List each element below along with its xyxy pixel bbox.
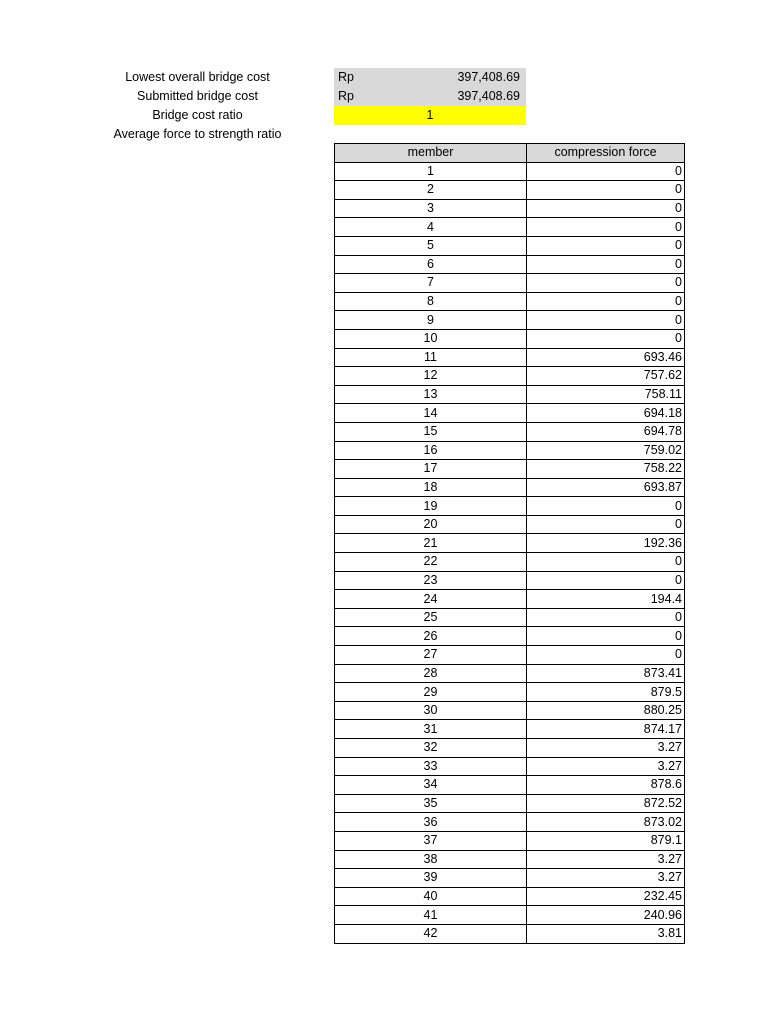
compression-force-cell[interactable]: 0: [527, 497, 685, 516]
compression-force-cell[interactable]: 0: [527, 515, 685, 534]
member-number-cell[interactable]: 18: [335, 478, 527, 497]
compression-force-cell[interactable]: 232.45: [527, 887, 685, 906]
compression-force-cell[interactable]: 873.02: [527, 813, 685, 832]
member-number-cell[interactable]: 39: [335, 869, 527, 888]
member-number-cell[interactable]: 34: [335, 776, 527, 795]
table-row: [335, 924, 685, 943]
member-number-cell[interactable]: 7: [335, 274, 527, 293]
table-row: [335, 831, 685, 850]
member-number-cell[interactable]: 31: [335, 720, 527, 739]
table-row: [335, 683, 685, 702]
member-number-cell[interactable]: 11: [335, 348, 527, 367]
member-number-cell[interactable]: 37: [335, 831, 527, 850]
table-header-row: [335, 144, 685, 163]
member-number-cell[interactable]: 17: [335, 460, 527, 479]
lowest-cost-label: Lowest overall bridge cost: [125, 70, 270, 84]
compression-force-cell[interactable]: 0: [527, 608, 685, 627]
submitted-cost-value: 397,408.69: [457, 89, 520, 103]
member-number-cell[interactable]: 15: [335, 422, 527, 441]
compression-force-cell[interactable]: 0: [527, 236, 685, 255]
table-row: [335, 571, 685, 590]
compression-force-cell[interactable]: 0: [527, 292, 685, 311]
member-number-cell[interactable]: 32: [335, 739, 527, 758]
member-number-cell[interactable]: 42: [335, 924, 527, 943]
member-number-cell[interactable]: 35: [335, 794, 527, 813]
table-row: [335, 181, 685, 200]
table-row: [335, 274, 685, 293]
member-number-cell[interactable]: 1: [335, 162, 527, 181]
compression-force-cell[interactable]: 0: [527, 181, 685, 200]
compression-force-cell[interactable]: 873.41: [527, 664, 685, 683]
table-row: [335, 497, 685, 516]
compression-force-cell[interactable]: 3.27: [527, 850, 685, 869]
lowest-cost-cell[interactable]: [334, 68, 526, 87]
table-row: [335, 422, 685, 441]
table-body: [335, 162, 685, 943]
compression-force-cell[interactable]: 0: [527, 218, 685, 237]
member-number-cell[interactable]: 41: [335, 906, 527, 925]
member-number-cell[interactable]: 28: [335, 664, 527, 683]
member-number-cell[interactable]: 3: [335, 199, 527, 218]
table-row: [335, 348, 685, 367]
member-number-cell[interactable]: 2: [335, 181, 527, 200]
table-row: [335, 515, 685, 534]
header-member[interactable]: member: [335, 144, 527, 163]
submitted-cost-cell[interactable]: [334, 87, 526, 106]
member-number-cell[interactable]: 4: [335, 218, 527, 237]
table-row: [335, 869, 685, 888]
compression-force-cell[interactable]: 758.11: [527, 385, 685, 404]
compression-force-cell[interactable]: 758.22: [527, 460, 685, 479]
compression-force-cell[interactable]: 0: [527, 311, 685, 330]
table-row: [335, 776, 685, 795]
compression-force-cell[interactable]: 874.17: [527, 720, 685, 739]
member-number-cell[interactable]: 8: [335, 292, 527, 311]
member-number-cell[interactable]: 14: [335, 404, 527, 423]
compression-force-table: [334, 143, 685, 944]
compression-force-cell[interactable]: 693.46: [527, 348, 685, 367]
table-row: [335, 553, 685, 572]
compression-force-cell[interactable]: 0: [527, 274, 685, 293]
member-number-cell[interactable]: 23: [335, 571, 527, 590]
lowest-cost-currency: Rp: [338, 70, 354, 84]
member-number-cell[interactable]: 25: [335, 608, 527, 627]
table-row: [335, 199, 685, 218]
compression-force-cell[interactable]: 3.27: [527, 739, 685, 758]
lowest-cost-value: 397,408.69: [457, 70, 520, 84]
compression-force-cell[interactable]: 693.87: [527, 478, 685, 497]
table-row: [335, 385, 685, 404]
compression-force-cell[interactable]: 3.27: [527, 869, 685, 888]
table-row: [335, 701, 685, 720]
compression-force-cell[interactable]: 3.27: [527, 757, 685, 776]
member-number-cell[interactable]: 27: [335, 646, 527, 665]
compression-force-cell[interactable]: 0: [527, 571, 685, 590]
table-row: [335, 367, 685, 386]
member-number-cell[interactable]: 10: [335, 329, 527, 348]
member-number-cell[interactable]: 5: [335, 236, 527, 255]
member-number-cell[interactable]: 26: [335, 627, 527, 646]
member-number-cell[interactable]: 36: [335, 813, 527, 832]
table-row: [335, 627, 685, 646]
member-number-cell[interactable]: 30: [335, 701, 527, 720]
member-number-cell[interactable]: 40: [335, 887, 527, 906]
member-number-cell[interactable]: 13: [335, 385, 527, 404]
member-number-cell[interactable]: 19: [335, 497, 527, 516]
compression-force-cell[interactable]: 880.25: [527, 701, 685, 720]
cost-ratio-label: Bridge cost ratio: [152, 108, 243, 122]
compression-force-cell[interactable]: 0: [527, 627, 685, 646]
table-row: [335, 887, 685, 906]
table-row: [335, 664, 685, 683]
compression-force-cell[interactable]: 0: [527, 553, 685, 572]
table-row: [335, 236, 685, 255]
table-row: [335, 794, 685, 813]
compression-force-cell[interactable]: 879.1: [527, 831, 685, 850]
compression-force-cell[interactable]: 694.18: [527, 404, 685, 423]
member-number-cell[interactable]: 6: [335, 255, 527, 274]
table-row: [335, 590, 685, 609]
compression-force-cell[interactable]: 878.6: [527, 776, 685, 795]
table-row: [335, 739, 685, 758]
submitted-cost-label: Submitted bridge cost: [137, 89, 258, 103]
table-row: [335, 311, 685, 330]
force-ratio-label: Average force to strength ratio: [113, 127, 282, 141]
compression-force-cell[interactable]: 757.62: [527, 367, 685, 386]
compression-force-cell[interactable]: 192.36: [527, 534, 685, 553]
table-row: [335, 460, 685, 479]
table-row: [335, 218, 685, 237]
compression-force-cell[interactable]: 0: [527, 329, 685, 348]
member-number-cell[interactable]: 16: [335, 441, 527, 460]
member-number-cell[interactable]: 33: [335, 757, 527, 776]
member-number-cell[interactable]: 9: [335, 311, 527, 330]
submitted-cost-currency: Rp: [338, 89, 354, 103]
table-row: [335, 608, 685, 627]
compression-force-cell[interactable]: 759.02: [527, 441, 685, 460]
table-row: [335, 813, 685, 832]
table-row: [335, 850, 685, 869]
table-row: [335, 441, 685, 460]
table-row: [335, 906, 685, 925]
compression-force-cell[interactable]: 194.4: [527, 590, 685, 609]
member-number-cell[interactable]: 20: [335, 515, 527, 534]
table-row: [335, 757, 685, 776]
compression-force-cell[interactable]: 0: [527, 199, 685, 218]
member-number-cell[interactable]: 38: [335, 850, 527, 869]
member-number-cell[interactable]: 24: [335, 590, 527, 609]
member-number-cell[interactable]: 12: [335, 367, 527, 386]
compression-force-cell[interactable]: 240.96: [527, 906, 685, 925]
compression-force-cell[interactable]: 872.52: [527, 794, 685, 813]
header-compression-force[interactable]: compression force: [527, 144, 685, 163]
table-row: [335, 292, 685, 311]
table-row: [335, 720, 685, 739]
compression-force-cell[interactable]: 0: [527, 162, 685, 181]
compression-force-cell[interactable]: 694.78: [527, 422, 685, 441]
compression-force-cell[interactable]: 0: [527, 646, 685, 665]
table-row: [335, 255, 685, 274]
table-row: [335, 478, 685, 497]
table-row: [335, 404, 685, 423]
member-number-cell[interactable]: 29: [335, 683, 527, 702]
table-row: [335, 329, 685, 348]
table-row: [335, 534, 685, 553]
table-row: [335, 646, 685, 665]
compression-force-cell[interactable]: 0: [527, 255, 685, 274]
compression-force-cell[interactable]: 879.5: [527, 683, 685, 702]
compression-force-cell[interactable]: 3.81: [527, 924, 685, 943]
cost-ratio-cell[interactable]: 1: [334, 106, 526, 125]
member-number-cell[interactable]: 21: [335, 534, 527, 553]
table-row: [335, 162, 685, 181]
member-number-cell[interactable]: 22: [335, 553, 527, 572]
